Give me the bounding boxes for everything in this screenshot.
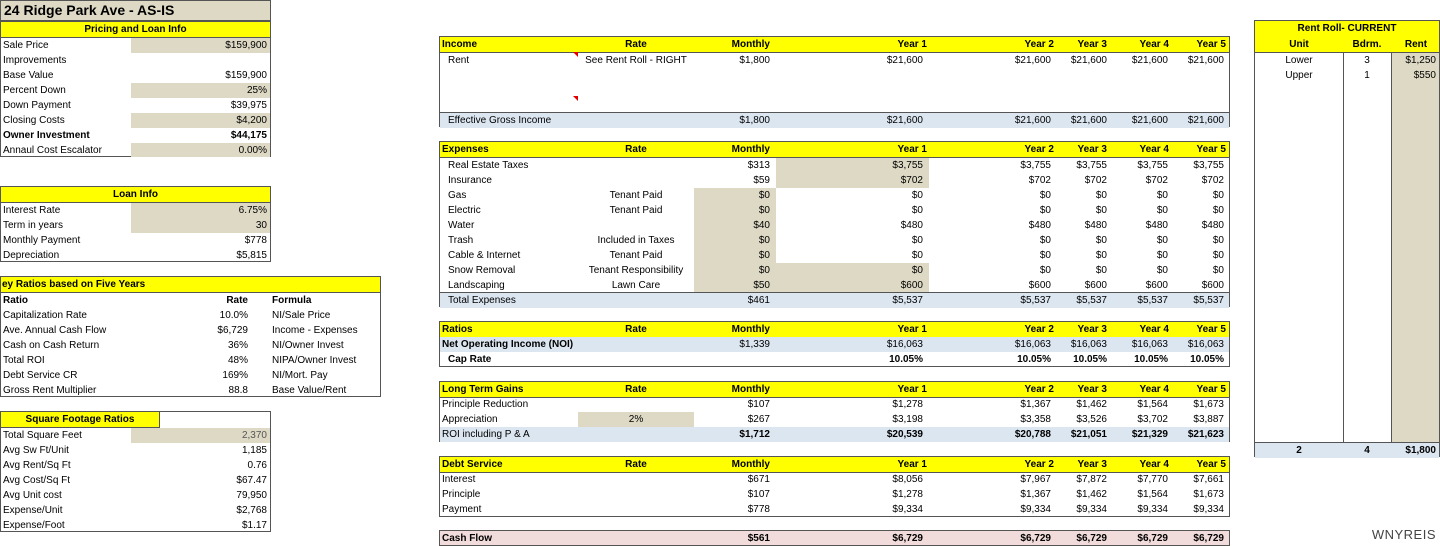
expense-row: Water $40 $480 $480 $480 $480 $480 xyxy=(448,220,1224,231)
loan-row: Term in years 30 xyxy=(3,220,267,231)
loan-row: Monthly Payment $778 xyxy=(3,235,267,246)
sheet-title: 24 Ridge Park Ave - AS-IS xyxy=(0,0,271,21)
rent-roll-row: Lower 3 $1,250 xyxy=(1285,55,1436,66)
rent-roll-header: Rent Roll- CURRENT xyxy=(1255,21,1439,37)
pricing-row: Base Value $159,900 xyxy=(3,70,267,81)
sqft-row: Total Square Feet 2,370 xyxy=(3,430,267,441)
pricing-row: Improvements xyxy=(3,55,67,66)
pricing-section xyxy=(0,21,271,157)
ltg-row: Appreciation 2% $267 $3,198 $3,358 $3,526 $3,702 $3,887 xyxy=(442,414,1224,425)
rent-roll-row: Upper 1 $550 xyxy=(1285,70,1436,81)
expense-row: Landscaping Lawn Care $50 $600 $600 $600 $600 $600 xyxy=(448,280,1224,291)
expenses-total-row: Total Expenses $461 $5,537 $5,537 $5,537 $5,537 $5,537 xyxy=(440,292,1229,308)
expense-row: Insurance $59 $702 $702 $702 $702 $702 xyxy=(448,175,1224,186)
sqft-header: Square Footage Ratios xyxy=(25,414,135,425)
loan-row: Interest Rate 6.75% xyxy=(3,205,267,216)
debt-row: Interest $671 $8,056 $7,967 $7,872 $7,770 $7,661 xyxy=(442,474,1224,485)
expense-row: Electric Tenant Paid $0 $0 $0 $0 $0 $0 xyxy=(448,205,1224,216)
sqft-section xyxy=(0,411,271,532)
income-row: Rent See Rent Roll - RIGHT $1,800 $21,600 $21,600 $21,600 $21,600 $21,600 xyxy=(448,55,1224,66)
income-total-row: Effective Gross Income $1,800 $21,600 $21,600 $21,600 $21,600 $21,600 xyxy=(440,112,1229,128)
sqft-row: Avg Sw Ft/Unit 1,185 xyxy=(3,445,267,456)
key-ratio-row: Total ROI 48% NIPA/Owner Invest xyxy=(3,355,357,366)
key-ratio-row: Debt Service CR 169% NI/Mort. Pay xyxy=(3,370,328,381)
sqft-row: Avg Unit cost 79,950 xyxy=(3,490,267,501)
income-section xyxy=(439,36,1230,127)
expense-row: Trash Included in Taxes $0 $0 $0 $0 $0 $0 xyxy=(448,235,1224,246)
pricing-row: Closing Costs $4,200 xyxy=(3,115,267,126)
key-ratios-col-header: Ratio Rate Formula xyxy=(3,295,312,306)
ratios-section xyxy=(439,321,1230,367)
ltg-section xyxy=(439,381,1230,442)
expense-row: Gas Tenant Paid $0 $0 $0 $0 $0 $0 xyxy=(448,190,1224,201)
expense-row: Snow Removal Tenant Responsibility $0 $0 $0 $0 $0 $0 xyxy=(448,265,1224,276)
pricing-row: Down Payment $39,975 xyxy=(3,100,267,111)
rent-roll-section xyxy=(1254,20,1440,457)
cashflow-section xyxy=(439,530,1230,546)
sqft-row: Avg Cost/Sq Ft $67.47 xyxy=(3,475,267,486)
key-ratios-header: ey Ratios based on Five Years xyxy=(1,277,380,293)
expenses-header: Expenses Rate Monthly Year 1 Year 2 Year 3 Year 4 Year 5 xyxy=(440,142,1229,158)
key-ratio-row: Gross Rent Multiplier 88.8 Base Value/Rent xyxy=(3,385,347,396)
debt-row: Principle $107 $1,278 $1,367 $1,462 $1,564 $1,673 xyxy=(442,489,1224,500)
ltg-total-row: ROI including P & A $1,712 $20,539 $20,788 $21,051 $21,329 $21,623 xyxy=(440,427,1229,442)
debt-section xyxy=(439,456,1230,517)
key-ratio-row: Cash on Cash Return 36% NI/Owner Invest xyxy=(3,340,344,351)
loan-header: Loan Info xyxy=(1,187,270,203)
income-header: Income Rate Monthly Year 1 Year 2 Year 3 Year 4 Year 5 xyxy=(440,37,1229,53)
pricing-row: Annaul Cost Escalator 0.00% xyxy=(3,145,267,156)
loan-section xyxy=(0,186,271,262)
ltg-header: Long Term Gains Rate Monthly Year 1 Year 2 Year 3 Year 4 Year 5 xyxy=(440,382,1229,398)
expenses-section xyxy=(439,141,1230,307)
key-ratio-row: Ave. Annual Cash Flow $6,729 Income - Expenses xyxy=(3,325,358,336)
key-ratios-section xyxy=(0,276,381,397)
sqft-row: Expense/Foot $1.17 xyxy=(3,520,267,531)
sqft-row: Avg Rent/Sq Ft 0.76 xyxy=(3,460,267,471)
ratios-header: Ratios Rate Monthly Year 1 Year 2 Year 3 Year 4 Year 5 xyxy=(440,322,1229,338)
debt-row: Payment $778 $9,334 $9,334 $9,334 $9,334 $9,334 xyxy=(442,504,1224,515)
pricing-row: Percent Down 25% xyxy=(3,85,267,96)
cap-rate-row: Cap Rate 10.05% 10.05% 10.05% 10.05% 10.05% xyxy=(448,354,1224,365)
loan-row: Depreciation $5,815 xyxy=(3,250,267,261)
cashflow-row: Cash Flow $561 $6,729 $6,729 $6,729 $6,729 $6,729 xyxy=(442,533,1224,544)
pricing-row: Owner Investment $44,175 xyxy=(3,130,267,141)
pricing-row: Sale Price $159,900 xyxy=(3,40,267,51)
debt-header: Debt Service Rate Monthly Year 1 Year 2 Year 3 Year 4 Year 5 xyxy=(440,457,1229,473)
watermark-text: WNYREIS xyxy=(1371,527,1436,542)
noi-row: Net Operating Income (NOI) $1,339 $16,063 $16,063 $16,063 $16,063 $16,063 xyxy=(440,337,1229,352)
rent-roll-col-header: Unit Bdrm. Rent xyxy=(1255,37,1439,53)
expense-row: Cable & Internet Tenant Paid $0 $0 $0 $0 $0 $0 xyxy=(448,250,1224,261)
expense-row: Real Estate Taxes $313 $3,755 $3,755 $3,755 $3,755 $3,755 xyxy=(448,160,1224,171)
key-ratio-row: Capitalization Rate 10.0% NI/Sale Price xyxy=(3,310,331,321)
pricing-header: Pricing and Loan Info xyxy=(1,22,270,38)
sqft-row: Expense/Unit $2,768 xyxy=(3,505,267,516)
ltg-row: Principle Reduction $107 $1,278 $1,367 $1,462 $1,564 $1,673 xyxy=(442,399,1224,410)
rent-roll-total-row: 2 4 $1,800 xyxy=(1255,442,1439,458)
